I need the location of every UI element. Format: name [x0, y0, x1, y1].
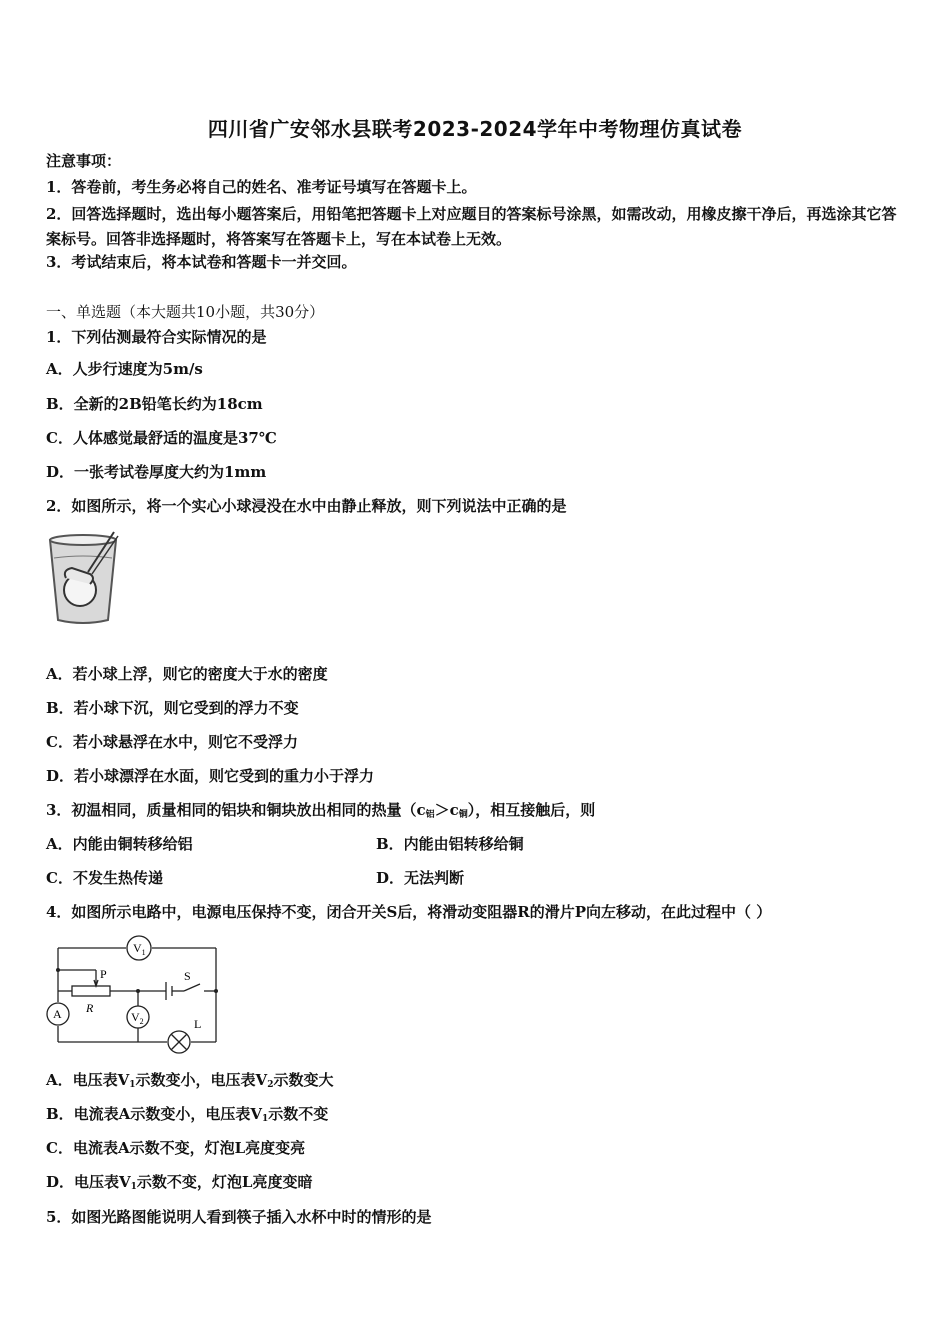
q3-option-a: A．内能由铜转移给铝	[46, 835, 193, 853]
slider-p-label: P	[100, 967, 107, 981]
q1-option-b: B．全新的2B铅笔长约为18cm	[46, 395, 263, 413]
q5-stem: 5．如图光路图能说明人看到筷子插入水杯中时的情形的是	[46, 1208, 432, 1226]
q2-option-b: B．若小球下沉，则它受到的浮力不变	[46, 699, 299, 717]
lamp-l-label: L	[194, 1017, 202, 1031]
q3-stem: 3．初温相同，质量相同的铝块和铜块放出相同的热量$(c_铝>c_铜)$，相互接触后，则	[46, 801, 596, 820]
q3-option-d: D．无法判断	[376, 869, 465, 887]
q1-option-d: D．一张考试卷厚度大约为1mm	[46, 463, 267, 481]
q1-stem: 1．下列估测最符合实际情况的是	[46, 328, 267, 346]
beaker-ball-figure	[44, 528, 122, 628]
q3-option-b: B．内能由铝转移给铜	[376, 835, 524, 853]
q4-stem: 4．如图所示电路中，电源电压保持不变，闭合开关S后，将滑动变阻器R的滑片P向左移动，在此过程中（ ）	[46, 903, 772, 921]
notice-item-1: 1．答卷前，考生务必将自己的姓名、准考证号填写在答题卡上。	[46, 178, 477, 196]
q1-option-a: A．人步行速度为5m/s	[46, 360, 203, 378]
switch-s-label: S	[184, 969, 191, 983]
notice-heading: 注意事项：	[46, 152, 122, 170]
notice-item-3: 3．考试结束后，将本试卷和答题卡一并交回。	[46, 253, 357, 271]
q4-option-d: D．电压表$V_1$示数不变，灯泡L亮度变暗	[46, 1173, 313, 1192]
q2-option-d: D．若小球漂浮在水面，则它受到的重力小于浮力	[46, 767, 375, 785]
circuit-diagram	[44, 932, 224, 1054]
q2-option-c: C．若小球悬浮在水中，则它不受浮力	[46, 733, 298, 751]
page-title: 四川省广安邻水县联考2023-2024学年中考物理仿真试卷	[207, 117, 743, 141]
section-heading: 一、单选题（本大题共10小题，共30分）	[46, 303, 325, 321]
q2-option-a: A．若小球上浮，则它的密度大于水的密度	[46, 665, 328, 683]
v2-label: $V_2$	[131, 1010, 144, 1026]
notice-item-2: 2．回答选择题时，选出每小题答案后，用铅笔把答题卡上对应题目的答案标号涂黑，如需改动，用橡皮擦干净后，再选涂其它答案标号。回答非选择题时，将答案写在答题卡上，写在本试卷上无效。	[46, 205, 897, 248]
q4-option-c: C．电流表A示数不变，灯泡L亮度变亮	[46, 1139, 306, 1157]
v1-label: $V_1$	[133, 941, 146, 957]
q2-stem: 2．如图所示，将一个实心小球浸没在水中由静止释放，则下列说法中正确的是	[46, 497, 567, 515]
ammeter-label: A	[53, 1007, 62, 1021]
rheostat-r-label: R	[86, 1001, 94, 1015]
q1-option-c: C．人体感觉最舒适的温度是37℃	[46, 429, 277, 447]
q4-option-a: A．电压表$V_1$示数变小，电压表$V_2$示数变大	[46, 1071, 334, 1090]
q4-option-b: B．电流表A示数变小，电压表$V_1$示数不变	[46, 1105, 329, 1124]
q3-option-c: C．不发生热传递	[46, 869, 163, 887]
